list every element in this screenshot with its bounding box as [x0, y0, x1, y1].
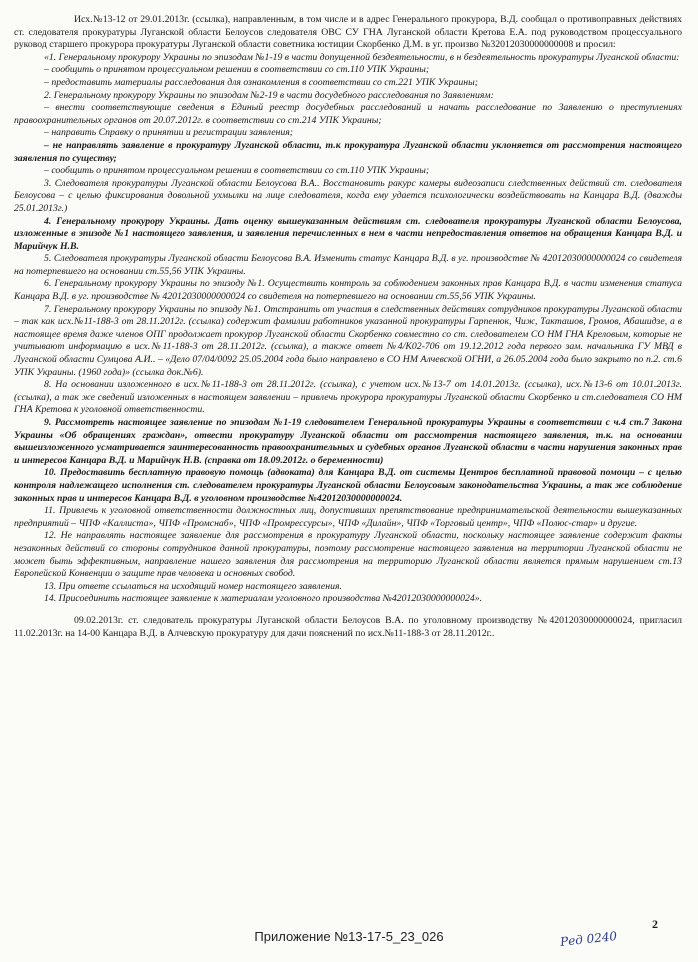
request-item: 5. Следователя прокуратуры Луганской области Белоусова В.А. Изменить статус Канцара В.Д. в уг. производстве № 42012030000000024 со свидетеля на потерпевшего на основании ст.55,56 УПК Украины.	[14, 253, 682, 277]
request-item: 14. Присоединить настоящее заявление к материалам уголовного производства №42012030000000024».	[44, 593, 483, 605]
handwritten-note: Ред 0240	[559, 929, 618, 949]
request-list	[14, 52, 682, 606]
request-item: 11. Привлечь к уголовной ответственности должностных лиц, допустивших препятствование предпринимательской деятельности вышеуказанных предприятий – ЧПФ «Каллиста», ЧПФ «Промснаб», ЧПФ «Промрессурсы», ЧПФ «Дилайн», ЧПФ «Торговый центр», ЧПФ «Полюс-стар» и другие.	[14, 505, 682, 529]
request-item: 12. Не направлять настоящее заявление для рассмотрения в прокуратуру Луганской области, поскольку настоящее заявление содержит факты незаконных действий со стороны сотрудников данной прокуратуры, поэтому рассмотрение настоящего заявления на территории Луганской области не может быть эффективным, направление нашего заявления для рассмотрения на территорию Луганской области является прямым нарушением ст.13 Европейской Конвенции о защите прав человека и основных свобод.	[14, 530, 682, 580]
request-item: 8. На основании изложенного в исх.№11-188-3 от 28.11.2012г. (ссылка), с учетом исх.№13-7 от 14.01.2013г. (ссылка), исх.№13-6 от 10.01.2013г. (ссылка), а так же сведений изложенных в настоящем заявлении – привлечь прокурора прокуратуры Луганской области Скорбенко и ст.следователя СО НМ ГНА Кретова к уголовной ответственности.	[14, 379, 682, 416]
request-item: – предоставить материалы расследования для ознакомления в соответствии со ст.221 УПК Украины;	[44, 76, 478, 88]
request-item: – сообщить о принятом процессуальном решении в соответствии со ст.110 УПК Украины;	[44, 64, 430, 76]
request-item: – внести соответствующие сведения в Единый реестр досудебных расследований и начать расследование по Заявлению о преступлениях правоохранительных органов от 20.07.2012г. в соответствии со ст.214 УПК Украины;	[14, 102, 682, 126]
attachment-caption: Приложение №13-17-5_23_026	[254, 929, 444, 944]
request-item: 7. Генеральному прокурору Украины по эпизоду №1. Отстранить от участия в следственных действиях сотрудников прокуратуры Луганской области – так как исх.№11-188-3 от 28.11.2012г. (ссылка) содержит фамилии работников указанной прокуратуры Гарпенюк, Чиж, Такташов, Громов, Абашидзе, а в настоящее время даже членов ОПГ продолжает прокурор Луганской области Скорбенко совместно со ст. следователем СО НМ ГНА Креловым, которые не учитывают информацию в исх.№11-188-3 от 28.11.2012г. (ссылка), а также ответ №4/К02-706 от 19.12.2012 года первого зам. начальника ГУ МВД в Луганской области Сумцова А.И.. – «Дело 07/04/0092 25.05.2004 года было направлено в СО НМ Алчевской ОГНИ, а 26.05.2004 года было закрыто по п.2. ст.6 УПК Украины. (1960 года)» (ссылка док.№6).	[14, 303, 682, 378]
page-number: 2	[652, 917, 658, 931]
request-item: 10. Предоставить бесплатную правовую помощь (адвоката) для Канцара В.Д. от системы Центров бесплатной правовой помощи – с целью контроля надлежащего исполнения ст. следователем прокуратуры Луганской области Белоусовым законодательства Украины, а так же соблюдение законных прав и интересов Канцара В.Д. в уголовном производстве №42012030000000024.	[14, 467, 682, 504]
request-item: 9. Рассмотреть настоящее заявление по эпизодам №1-19 следователем Генеральной прокуратуры Украины в соответствии с ч.4 ст.7 Закона Украины «Об обращениях граждан», отвести прокуратуру Луганской области от рассмотрения настоящего заявления, т.к. на основании вышеизложенного усматривается заинтересованность правоохранительных и судебных органов Луганской области в части нарушения законных прав и интересов Канцара В.Д. и Марийчук Н.В. (справка от 18.09.2012г. о беременности)	[14, 417, 682, 466]
intro-paragraph: Исх.№13-12 от 29.01.2013г. (ссылка), направленным, в том числе и в адрес Генерального прокурора, В.Д. сообщал о противоправных действиях ст. следователя прокуратуры Луганской области Белоусов следователя ОВС СУ ГНА Луганской области Кретова Е.А. под руководством процессуального руковод старшего прокурора прокуратуры Луганской области советника юстиции Скорбенко Д.М. в уг. произво №32012030000000008 и просил:	[14, 14, 682, 51]
request-item: «1. Генеральному прокурору Украины по эпизодам №1-19 в части допущенной бездеятельности, в н бездеятельность прокуратуры Луганской области:	[44, 51, 680, 63]
request-item: 13. При ответе ссылаться на исходящий номер настоящего заявления.	[44, 580, 342, 592]
request-item: – сообщить о принятом процессуальном решении в соответствии со ст.110 УПК Украины;	[44, 165, 430, 177]
request-item: 6. Генеральному прокурору Украины по эпизоду №1. Осуществить контроль за соблюдением законных прав Канцара В.Д. в части изменения статуса Канцара В.Д. в уг. производстве № 42012030000000024 со свидетеля на потерпевшего на основании ст.55,56 УПК Украины.	[14, 278, 682, 303]
request-item: 2. Генеральному прокурору Украины по эпизодам №2-19 в части досудебного расследования по Заявлениям:	[44, 89, 494, 101]
request-item: – не направлять заявление в прокуратуру Луганской области, т.к прокуратура Луганской области уклоняется от рассмотрения настоящего заявления по существу;	[14, 139, 682, 164]
request-item: 3. Следователя прокуратуры Луганской области Белоусова В.А.. Восстановить ракурс камеры видеозаписи следственных действий ст. следователя Белоусова – с целью фиксирования довольной ухмылки на лице следователя, когда ему удается психологически воздействовать на Канцара В.Д. (дважды 25.01.2013г.)	[14, 177, 682, 214]
closing-paragraph: 09.02.2013г. ст. следователь прокуратуры Луганской области Белоусов В.А. по уголовному производству №42012030000000024, пригласил 11.02.2013г. на 14-00 Канцара В.Д. в Алчевскую прокуратуру для дачи пояснений по исх.№11-188-3 от 28.11.2012г..	[14, 614, 682, 639]
request-item: 4. Генеральному прокурору Украины. Дать оценку вышеуказанным действиям ст. следователя прокуратуры Луганской области Белоусова, изложенные в эпизоде №1 настоящего заявления, и заявления перечисленных в нем в части непредоставления ответов на обращения Канцара В.Д. и Марийчук Н.В.	[14, 215, 682, 252]
request-item: – направить Справку о принятии и регистрации заявления;	[44, 127, 294, 139]
document-body	[14, 14, 682, 640]
